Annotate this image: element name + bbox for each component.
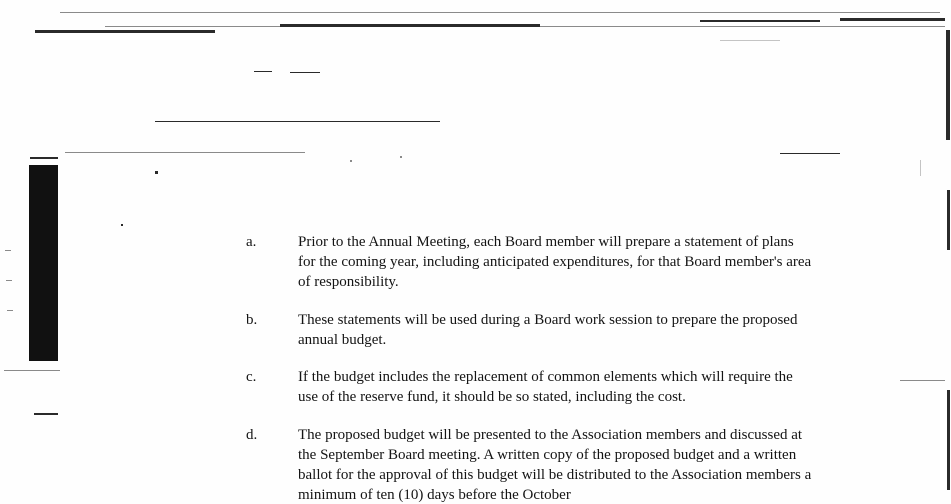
scan-artifact bbox=[720, 40, 780, 41]
scan-artifact bbox=[920, 160, 921, 176]
scan-artifact bbox=[4, 370, 60, 371]
list-item-text: Prior to the Annual Meeting, each Board member will prepare a statement of plans for the coming year, including anticipated expenditures, for that Board member's area of responsibility. bbox=[298, 234, 812, 290]
scan-speck bbox=[350, 160, 352, 162]
horizontal-rule bbox=[780, 153, 840, 154]
list-item-text: These statements will be used during a Board work session to prepare the proposed annual budget. bbox=[298, 312, 798, 348]
scan-artifact bbox=[6, 280, 12, 281]
scan-speck bbox=[400, 156, 402, 158]
scan-artifact bbox=[900, 380, 945, 381]
scan-edge bbox=[947, 390, 950, 490]
scan-artifact bbox=[35, 30, 215, 33]
scan-artifact bbox=[290, 72, 320, 73]
scan-artifact bbox=[7, 310, 13, 311]
scan-speck bbox=[121, 224, 123, 226]
scan-edge bbox=[947, 190, 950, 250]
scan-edge bbox=[946, 30, 950, 140]
horizontal-rule bbox=[65, 152, 305, 153]
list-item-text: If the budget includes the replacement of common elements which will require the use of the reserve fund, it should be so stated, including the cost. bbox=[298, 369, 793, 405]
scan-artifact bbox=[700, 20, 820, 22]
list-marker: a. bbox=[246, 234, 257, 250]
list-marker: b. bbox=[246, 312, 258, 328]
scan-artifact bbox=[34, 413, 58, 415]
list-marker: d. bbox=[246, 427, 258, 443]
horizontal-rule bbox=[30, 157, 58, 159]
scan-artifact bbox=[280, 24, 540, 27]
horizontal-rule bbox=[155, 121, 440, 122]
scan-artifact bbox=[5, 250, 11, 251]
list-item-text: The proposed budget will be presented to the Association members and discussed at the September Board meeting. A written copy of the proposed budget and a written ballot for the approval of this budget will be distributed to the Association members a minimum of ten (10) days before the October bbox=[298, 427, 812, 503]
scan-artifact bbox=[840, 18, 945, 21]
scan-artifact bbox=[254, 71, 272, 72]
list-marker: c. bbox=[246, 369, 257, 385]
scan-artifact bbox=[60, 12, 940, 13]
scan-black-bar bbox=[29, 165, 58, 361]
scan-speck bbox=[155, 171, 158, 174]
